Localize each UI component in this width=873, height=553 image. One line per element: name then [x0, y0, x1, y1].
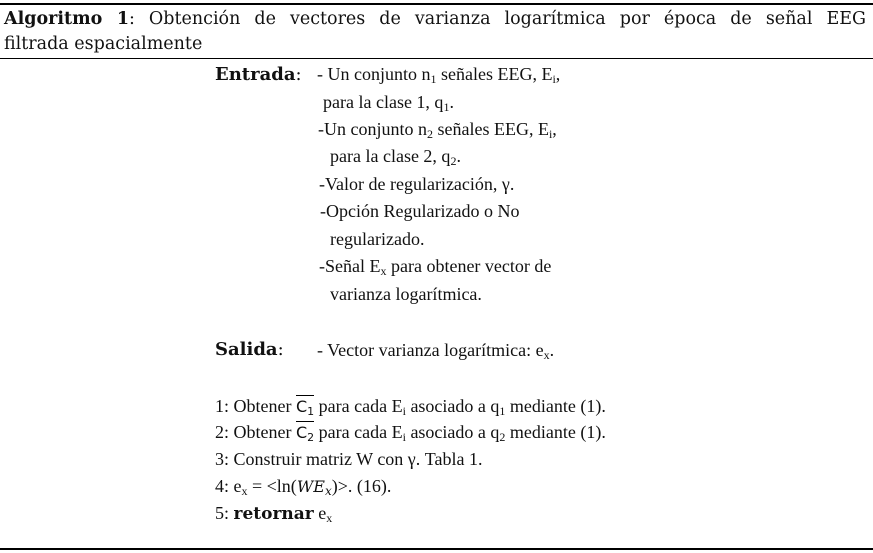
- input-item: para la clase 1, $q_1$.: [323, 92, 454, 114]
- output-item: - Vector varianza logarítmica: $e_x$.: [317, 340, 555, 362]
- input-item: -Valor de regularización, γ.: [319, 174, 515, 194]
- header-rule: [0, 58, 873, 59]
- input-item: -Un conjunto $n_2$ señales EEG, $E_i$,: [318, 119, 557, 141]
- c1-bar-symbol: $C_1$: [295, 397, 315, 418]
- header-line-2: filtrada espacialmente: [4, 34, 203, 54]
- step-4: 4: $e_x = <\ln(WE_x)>$. (16).: [215, 476, 392, 498]
- header-line-1: [4, 7, 866, 32]
- return-keyword: retornar: [233, 504, 314, 524]
- algorithm-header: [4, 7, 866, 57]
- step-2: 2: Obtener $C_2$ para cada $E_i$ asociado a $q_2$ mediante (1).: [215, 422, 606, 444]
- step-1: 1: Obtener $C_1$ para cada $E_i$ asociado a $q_1$ mediante (1).: [215, 396, 606, 418]
- input-item: varianza logarítmica.: [330, 284, 482, 304]
- input-item: -Opción Regularizado o No: [320, 201, 520, 221]
- input-label: Entrada:: [215, 64, 302, 85]
- step-3: 3: Construir matriz W con γ. Tabla 1.: [215, 449, 483, 469]
- top-rule: [0, 3, 873, 5]
- algorithm-title-part1: : Obtención de vectores de varianza logarítmica por época de señal EEG: [129, 9, 867, 29]
- input-item: regularizado.: [330, 229, 425, 249]
- input-item: - Un conjunto $n_1$ señales EEG, $E_i$,: [317, 64, 561, 86]
- c2-bar-symbol: $C_2$: [295, 423, 315, 444]
- math-wex: $WE_x$: [296, 477, 332, 498]
- output-label: Salida:: [215, 339, 284, 360]
- input-item: para la clase 2, $q_2$.: [330, 146, 461, 168]
- algorithm-label: Algoritmo 1: [4, 9, 130, 29]
- input-item: -Señal $E_x$ para obtener vector de: [319, 256, 552, 278]
- step-5: 5: retornar $e_x$: [215, 503, 333, 525]
- bottom-rule: [0, 548, 873, 550]
